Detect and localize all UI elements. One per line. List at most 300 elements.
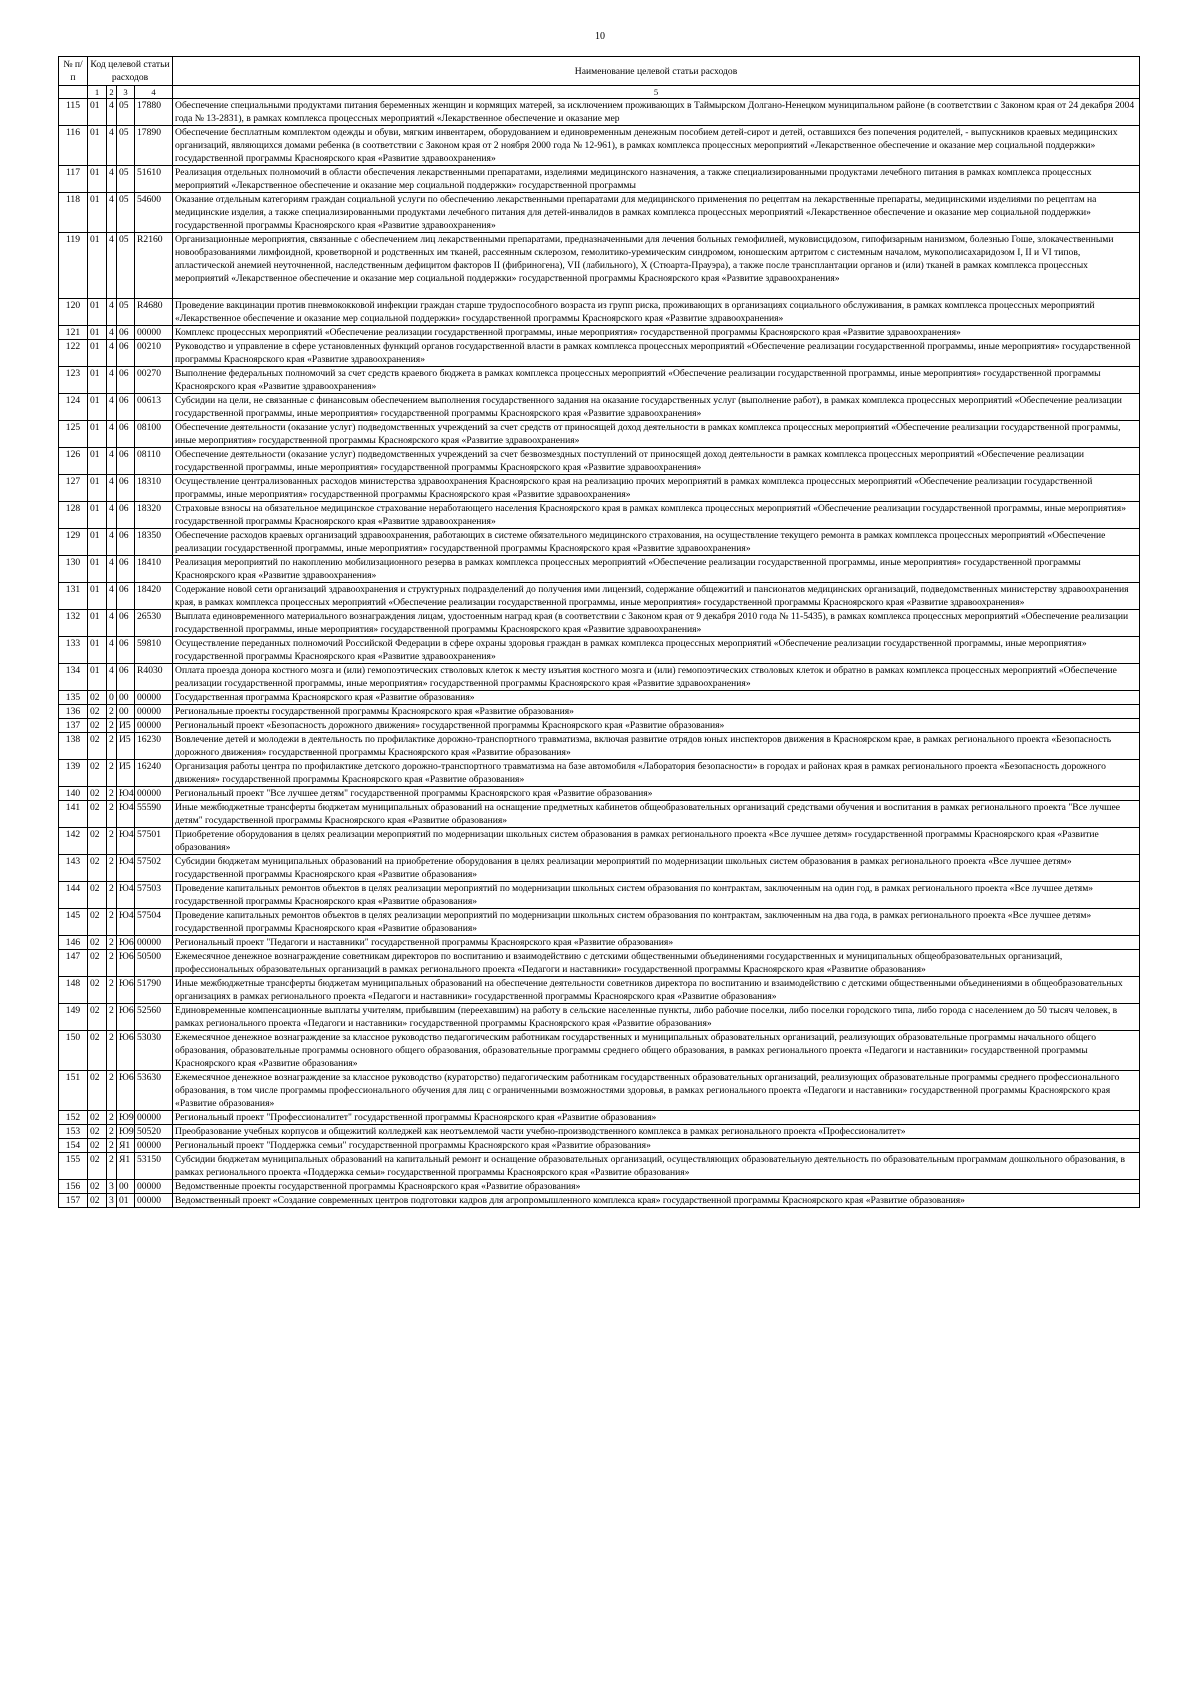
row-name: Единовременные компенсационные выплаты учителям, прибывшим (переехавшим) на работу в сельские населенные пункты, либо рабочие поселки, либо поселки городского типа, либо города с населением до 50 тысяч человек, в рамках регионального проекта «Педагоги и наставники» государственной программы Красноярского края «Развитие образования»	[173, 1004, 1140, 1031]
table-row	[59, 1004, 1140, 1031]
code-subprogram: 2	[107, 1125, 117, 1139]
row-name: Иные межбюджетные трансферты бюджетам муниципальных образований на обеспечение деятельности советников директора по воспитанию и взаимодействию с детскими общественными объединениями в общеобразовательных организациях в рамках регионального проекта «Педагоги и наставники» государственной программы Красноярского края «Развитие образования»	[173, 977, 1140, 1004]
code-direction: 00210	[135, 340, 173, 367]
code-subprogram: 2	[107, 719, 117, 733]
code-direction: 00000	[135, 1139, 173, 1153]
code-subprogram: 4	[107, 126, 117, 166]
code-program: 02	[88, 828, 107, 855]
row-number: 131	[59, 583, 88, 610]
code-direction: 08110	[135, 448, 173, 475]
header-num: № п/п	[59, 57, 88, 86]
code-direction: R4680	[135, 299, 173, 326]
code-event: 05	[117, 233, 135, 299]
row-number: 119	[59, 233, 88, 299]
code-program: 01	[88, 610, 107, 637]
row-name: Преобразование учебных корпусов и общежитий колледжей как неотъемлемой части учебно-производственного комплекса в рамках регионального проекта «Профессионалитет»	[173, 1125, 1140, 1139]
table-row	[59, 1180, 1140, 1194]
code-direction: 00000	[135, 326, 173, 340]
row-name: Ежемесячное денежное вознаграждение за классное руководство педагогическим работникам государственных и муниципальных образовательных организаций, реализующих образовательные программы начального общего образования, образовательные программы основного общего образования, образовательные программы среднего общего образования, в рамках регионального проекта «Педагоги и наставники» государственной программы Красноярского края «Развитие образования»	[173, 1031, 1140, 1071]
code-subprogram: 4	[107, 394, 117, 421]
code-program: 02	[88, 733, 107, 760]
table-row	[59, 502, 1140, 529]
code-program: 01	[88, 637, 107, 664]
table-row	[59, 936, 1140, 950]
row-number: 155	[59, 1153, 88, 1180]
code-subprogram: 2	[107, 733, 117, 760]
code-direction: 51610	[135, 166, 173, 193]
code-program: 01	[88, 529, 107, 556]
header-name: Наименование целевой статьи расходов	[173, 57, 1140, 86]
row-name: Ведомственный проект «Создание современных центров подготовки кадров для агропромышленного комплекса края» государственной программы Красноярского края «Развитие образования»	[173, 1194, 1140, 1208]
code-subprogram: 4	[107, 326, 117, 340]
code-event: Ю6	[117, 1004, 135, 1031]
code-program: 01	[88, 326, 107, 340]
code-direction: 00270	[135, 367, 173, 394]
table-row	[59, 664, 1140, 691]
row-number: 141	[59, 801, 88, 828]
table-row	[59, 367, 1140, 394]
row-number: 127	[59, 475, 88, 502]
row-number: 137	[59, 719, 88, 733]
code-subprogram: 2	[107, 950, 117, 977]
row-number: 150	[59, 1031, 88, 1071]
code-subprogram: 4	[107, 529, 117, 556]
code-subprogram: 4	[107, 421, 117, 448]
code-program: 01	[88, 233, 107, 299]
table-row	[59, 801, 1140, 828]
table-row	[59, 691, 1140, 705]
code-event: 06	[117, 421, 135, 448]
code-direction: 55590	[135, 801, 173, 828]
code-subprogram: 3	[107, 1194, 117, 1208]
code-event: 05	[117, 299, 135, 326]
row-number: 139	[59, 760, 88, 787]
code-subprogram: 4	[107, 193, 117, 233]
table-row	[59, 705, 1140, 719]
row-number: 151	[59, 1071, 88, 1111]
row-number: 144	[59, 882, 88, 909]
row-number: 149	[59, 1004, 88, 1031]
code-program: 02	[88, 1139, 107, 1153]
code-event: Ю4	[117, 801, 135, 828]
table-row	[59, 909, 1140, 936]
code-event: 05	[117, 193, 135, 233]
row-name: Страховые взносы на обязательное медицинское страхование неработающего населения Красноярского края в рамках комплекса процессных мероприятий «Обеспечение реализации государственной программы, иные мероприятия» государственной программы Красноярского края «Развитие здравоохранения»	[173, 502, 1140, 529]
row-name: Обеспечение расходов краевых организаций здравоохранения, работающих в системе обязательного медицинского страхования, на осуществление текущего ремонта в рамках комплекса процессных мероприятий «Обеспечение реализации государственной программы, иные мероприятия» государственной программы Красноярского края «Развитие здравоохранения»	[173, 529, 1140, 556]
row-number: 129	[59, 529, 88, 556]
code-subprogram: 2	[107, 1111, 117, 1125]
code-subprogram: 4	[107, 299, 117, 326]
table-row	[59, 855, 1140, 882]
table-row	[59, 583, 1140, 610]
table-row	[59, 1139, 1140, 1153]
code-program: 02	[88, 691, 107, 705]
code-subprogram: 4	[107, 475, 117, 502]
table-row	[59, 475, 1140, 502]
code-subprogram: 4	[107, 367, 117, 394]
row-name: Региональный проект "Поддержка семьи" государственной программы Красноярского края «Развитие образования»	[173, 1139, 1140, 1153]
code-program: 01	[88, 166, 107, 193]
code-program: 02	[88, 1180, 107, 1194]
code-subprogram: 2	[107, 1004, 117, 1031]
table-row	[59, 1153, 1140, 1180]
code-event: Ю4	[117, 855, 135, 882]
code-program: 01	[88, 299, 107, 326]
code-program: 01	[88, 475, 107, 502]
row-number: 142	[59, 828, 88, 855]
row-name: Организационные мероприятия, связанные с обеспечением лиц лекарственными препаратами, предназначенными для лечения больных гемофилией, муковисцидозом, гипофизарным нанизмом, болезнью Гоше, злокачественными новообразованиями лимфоидной, кроветворной и родственных им тканей, рассеянным склерозом, гемолитико-уремическим синдромом, юношеским артритом с системным началом, мукополисахаридозом I, II и VI типов, апластической анемией неуточненной, наследственным дефицитом факторов II (фибриногена), VII (лабильного), X (Стюарта-Прауэра), а также после трансплантации органов и (или) тканей в рамках комплекса процессных мероприятий «Лекарственное обеспечение и оказание мер социальной поддержки» государственной программы Красноярского края «Развитие здравоохранения»	[173, 233, 1140, 299]
code-event: Я1	[117, 1139, 135, 1153]
code-event: 06	[117, 502, 135, 529]
code-event: 06	[117, 394, 135, 421]
row-number: 147	[59, 950, 88, 977]
row-name: Проведение капитальных ремонтов объектов в целях реализации мероприятий по модернизации школьных систем образования по контрактам, заключенным на два года, в рамках регионального проекта «Все лучшее детям» государственной программы Красноярского края «Развитие образования»	[173, 909, 1140, 936]
row-number: 140	[59, 787, 88, 801]
row-name: Содержание новой сети организаций здравоохранения и структурных подразделений до получения ими лицензий, содержание общежитий и пансионатов медицинских организаций, подведомственных министерству здравоохранения края, в рамках комплекса процессных мероприятий «Обеспечение реализации государственной программы, иные мероприятия» государственной программы Красноярского края «Развитие здравоохранения»	[173, 583, 1140, 610]
table-row	[59, 637, 1140, 664]
table-row	[59, 950, 1140, 977]
header-colnum-1: 1	[88, 86, 107, 99]
row-number: 130	[59, 556, 88, 583]
row-number: 157	[59, 1194, 88, 1208]
code-direction: 17880	[135, 99, 173, 126]
code-event: 06	[117, 475, 135, 502]
code-event: 06	[117, 529, 135, 556]
header-colnum-5: 5	[173, 86, 1140, 99]
table-row	[59, 556, 1140, 583]
table-row	[59, 529, 1140, 556]
code-program: 02	[88, 936, 107, 950]
code-event: 06	[117, 326, 135, 340]
code-event: Ю4	[117, 882, 135, 909]
row-number: 143	[59, 855, 88, 882]
row-name: Организация работы центра по профилактике детского дорожно-транспортного травматизма на базе автомобиля «Лаборатория безопасности» в городах и районах края в рамках регионального проекта «Безопасность дорожного движения» государственной программы Красноярского края «Развитие образования»	[173, 760, 1140, 787]
row-number: 115	[59, 99, 88, 126]
code-program: 01	[88, 193, 107, 233]
row-number: 148	[59, 977, 88, 1004]
code-program: 02	[88, 950, 107, 977]
code-program: 02	[88, 1153, 107, 1180]
code-event: 06	[117, 610, 135, 637]
row-name: Проведение вакцинации против пневмококковой инфекции граждан старше трудоспособного возраста из групп риска, проживающих в организациях социального обслуживания, в рамках комплекса процессных мероприятий «Лекарственное обеспечение и оказание мер социальной поддержки» государственной программы Красноярского края «Развитие здравоохранения»	[173, 299, 1140, 326]
table-row	[59, 760, 1140, 787]
table-row	[59, 828, 1140, 855]
header-code: Код целевой статьи расходов	[88, 57, 173, 86]
code-event: 06	[117, 448, 135, 475]
code-subprogram: 2	[107, 882, 117, 909]
code-subprogram: 2	[107, 760, 117, 787]
code-event: 00	[117, 1180, 135, 1194]
code-direction: 53630	[135, 1071, 173, 1111]
code-program: 01	[88, 556, 107, 583]
code-direction: 59810	[135, 637, 173, 664]
code-program: 01	[88, 448, 107, 475]
row-number: 124	[59, 394, 88, 421]
row-name: Реализация отдельных полномочий в области обеспечения лекарственными препаратами, изделиями медицинского назначения, а также специализированными продуктами лечебного питания в рамках комплекса процессных мероприятий «Лекарственное обеспечение и оказание мер социальной поддержки» государственной программы	[173, 166, 1140, 193]
row-name: Региональный проект "Все лучшее детям" государственной программы Красноярского края «Развитие образования»	[173, 787, 1140, 801]
code-subprogram: 4	[107, 583, 117, 610]
row-name: Обеспечение специальными продуктами питания беременных женщин и кормящих матерей, за исключением проживающих в Таймырском Долгано-Ненецком муниципальном районе (в соответствии с Законом края от 24 декабря 2004 года № 13-2831), в рамках комплекса процессных мероприятий «Лекарственное обеспечение и оказание мер	[173, 99, 1140, 126]
row-name: Выполнение федеральных полномочий за счет средств краевого бюджета в рамках комплекса процессных мероприятий «Обеспечение реализации государственной программы, иные мероприятия» государственной программы Красноярского края «Развитие здравоохранения»	[173, 367, 1140, 394]
code-event: 05	[117, 99, 135, 126]
row-name: Проведение капитальных ремонтов объектов в целях реализации мероприятий по модернизации школьных систем образования по контрактам, заключенным на один год, в рамках регионального проекта «Все лучшее детям» государственной программы Красноярского края «Развитие образования»	[173, 882, 1140, 909]
row-name: Обеспечение бесплатным комплектом одежды и обуви, мягким инвентарем, оборудованием и единовременным денежным пособием детей-сирот и детей, оставшихся без попечения родителей, - выпускников краевых медицинских организаций, являющихся домами ребенка (в соответствии с Законом края от 2 ноября 2000 года № 12-961), в рамках комплекса процессных мероприятий «Лекарственное обеспечение и оказание мер социальной поддержки» государственной программы Красноярского края «Развитие здравоохранения»	[173, 126, 1140, 166]
row-name: Руководство и управление в сфере установленных функций органов государственной власти в рамках комплекса процессных мероприятий «Обеспечение реализации государственной программы, иные мероприятия» государственной программы Красноярского края «Развитие здравоохранения»	[173, 340, 1140, 367]
code-subprogram: 4	[107, 610, 117, 637]
table-row	[59, 448, 1140, 475]
row-name: Региональный проект "Профессионалитет" государственной программы Красноярского края «Развитие образования»	[173, 1111, 1140, 1125]
row-name: Иные межбюджетные трансферты бюджетам муниципальных образований на оснащение предметных кабинетов общеобразовательных организаций средствами обучения и воспитания в рамках регионального проекта "Все лучшее детям" государственной программы Красноярского края «Развитие образования»	[173, 801, 1140, 828]
code-subprogram: 4	[107, 99, 117, 126]
row-name: Субсидии на цели, не связанные с финансовым обеспечением выполнения государственного задания на оказание государственных услуг (выполнение работ), в рамках комплекса процессных мероприятий «Обеспечение реализации государственной программы, иные мероприятия» государственной программы Красноярского края «Развитие здравоохранения»	[173, 394, 1140, 421]
row-number: 133	[59, 637, 88, 664]
row-number: 154	[59, 1139, 88, 1153]
code-program: 02	[88, 977, 107, 1004]
budget-table	[58, 56, 1140, 1208]
code-direction: 00000	[135, 1180, 173, 1194]
table-row	[59, 1194, 1140, 1208]
code-event: 00	[117, 705, 135, 719]
code-program: 02	[88, 1031, 107, 1071]
row-name: Региональные проекты государственной программы Красноярского края «Развитие образования»	[173, 705, 1140, 719]
table-row	[59, 733, 1140, 760]
code-subprogram: 2	[107, 977, 117, 1004]
code-direction: 00000	[135, 787, 173, 801]
row-name: Осуществление централизованных расходов министерства здравоохранения Красноярского края на реализацию прочих мероприятий в рамках комплекса процессных мероприятий «Обеспечение реализации государственной программы, иные мероприятия» государственной программы Красноярского края «Развитие здравоохранения»	[173, 475, 1140, 502]
code-subprogram: 4	[107, 556, 117, 583]
code-event: 05	[117, 166, 135, 193]
code-event: Ю4	[117, 909, 135, 936]
header-colnum-blank	[59, 86, 88, 99]
row-number: 132	[59, 610, 88, 637]
table-row	[59, 326, 1140, 340]
code-program: 02	[88, 719, 107, 733]
code-direction: 50500	[135, 950, 173, 977]
header-colnum-3: 3	[117, 86, 135, 99]
code-direction: 00000	[135, 1194, 173, 1208]
code-event: 00	[117, 691, 135, 705]
code-direction: R2160	[135, 233, 173, 299]
table-row	[59, 166, 1140, 193]
code-event: И5	[117, 719, 135, 733]
code-event: 01	[117, 1194, 135, 1208]
code-program: 01	[88, 664, 107, 691]
code-program: 02	[88, 760, 107, 787]
code-direction: 54600	[135, 193, 173, 233]
code-program: 01	[88, 99, 107, 126]
row-name: Ежемесячное денежное вознаграждение за классное руководство (кураторство) педагогическим работникам государственных образовательных организаций, реализующих образовательные программы среднего профессионального образования, в том числе программы профессионального обучения для лиц с ограниченными возможностями здоровья, в рамках регионального проекта «Педагоги и наставники» государственной программы Красноярского края «Развитие образования»	[173, 1071, 1140, 1111]
code-program: 02	[88, 1125, 107, 1139]
code-event: Ю6	[117, 977, 135, 1004]
table-row	[59, 1111, 1140, 1125]
code-event: 06	[117, 367, 135, 394]
table-row	[59, 610, 1140, 637]
code-subprogram: 0	[107, 691, 117, 705]
code-direction: R4030	[135, 664, 173, 691]
code-event: 06	[117, 664, 135, 691]
code-direction: 16240	[135, 760, 173, 787]
page-number: 10	[595, 31, 605, 42]
code-direction: 08100	[135, 421, 173, 448]
row-name: Оплата проезда донора костного мозга и (или) гемопоэтических стволовых клеток к месту изъятия костного мозга и (или) гемопоэтических стволовых клеток и обратно в рамках комплекса процессных мероприятий «Обеспечение реализации государственной программы, иные мероприятия» государственной программы Красноярского края «Развитие здравоохранения»	[173, 664, 1140, 691]
code-event: Ю6	[117, 936, 135, 950]
code-program: 02	[88, 1111, 107, 1125]
code-event: Ю6	[117, 1071, 135, 1111]
code-program: 02	[88, 855, 107, 882]
code-program: 01	[88, 502, 107, 529]
code-subprogram: 4	[107, 502, 117, 529]
row-name: Ежемесячное денежное вознаграждение советникам директоров по воспитанию и взаимодействию с детскими общественными объединениями государственных и муниципальных общеобразовательных организаций, профессиональных образовательных организаций в рамках регионального проекта «Педагоги и наставники» государственной программы Красноярского края «Развитие образования»	[173, 950, 1140, 977]
row-number: 120	[59, 299, 88, 326]
code-subprogram: 2	[107, 801, 117, 828]
row-name: Приобретение оборудования в целях реализации мероприятий по модернизации школьных систем образования в рамках регионального проекта «Все лучшее детям» государственной программы Красноярского края «Развитие образования»	[173, 828, 1140, 855]
code-event: 06	[117, 340, 135, 367]
code-program: 01	[88, 583, 107, 610]
table-row	[59, 340, 1140, 367]
code-program: 02	[88, 909, 107, 936]
code-program: 02	[88, 1194, 107, 1208]
code-event: 06	[117, 556, 135, 583]
code-program: 01	[88, 340, 107, 367]
code-direction: 00000	[135, 691, 173, 705]
code-program: 02	[88, 705, 107, 719]
table-body	[59, 99, 1140, 1208]
code-direction: 53030	[135, 1031, 173, 1071]
code-direction: 18350	[135, 529, 173, 556]
code-subprogram: 2	[107, 909, 117, 936]
code-subprogram: 2	[107, 705, 117, 719]
code-event: 06	[117, 583, 135, 610]
code-event: И5	[117, 733, 135, 760]
code-subprogram: 2	[107, 1031, 117, 1071]
code-program: 01	[88, 126, 107, 166]
code-subprogram: 2	[107, 1071, 117, 1111]
code-subprogram: 4	[107, 340, 117, 367]
row-number: 145	[59, 909, 88, 936]
code-event: Ю9	[117, 1125, 135, 1139]
code-program: 02	[88, 882, 107, 909]
code-event: Я1	[117, 1153, 135, 1180]
table-row	[59, 421, 1140, 448]
code-event: И5	[117, 760, 135, 787]
row-number: 135	[59, 691, 88, 705]
code-subprogram: 2	[107, 1139, 117, 1153]
code-event: Ю6	[117, 1031, 135, 1071]
row-name: Региональный проект «Безопасность дорожного движения» государственной программы Красноярского края «Развитие образования»	[173, 719, 1140, 733]
row-number: 117	[59, 166, 88, 193]
code-direction: 00000	[135, 936, 173, 950]
code-direction: 51790	[135, 977, 173, 1004]
header-colnum-4: 4	[135, 86, 173, 99]
code-program: 01	[88, 367, 107, 394]
code-direction: 57504	[135, 909, 173, 936]
code-direction: 00000	[135, 1111, 173, 1125]
code-program: 02	[88, 1004, 107, 1031]
code-program: 02	[88, 801, 107, 828]
table-row	[59, 299, 1140, 326]
row-name: Обеспечение деятельности (оказание услуг) подведомственных учреждений за счет средств от приносящей доход деятельности в рамках комплекса процессных мероприятий «Обеспечение реализации государственной программы, иные мероприятия» государственной программы Красноярского края «Развитие здравоохранения»	[173, 421, 1140, 448]
code-subprogram: 4	[107, 664, 117, 691]
code-subprogram: 2	[107, 936, 117, 950]
table-row	[59, 233, 1140, 299]
code-direction: 57501	[135, 828, 173, 855]
code-direction: 18320	[135, 502, 173, 529]
row-number: 116	[59, 126, 88, 166]
code-program: 01	[88, 421, 107, 448]
code-direction: 53150	[135, 1153, 173, 1180]
row-number: 153	[59, 1125, 88, 1139]
code-subprogram: 3	[107, 1180, 117, 1194]
code-direction: 18410	[135, 556, 173, 583]
header-colnum-2: 2	[107, 86, 117, 99]
row-number: 125	[59, 421, 88, 448]
code-direction: 00613	[135, 394, 173, 421]
code-subprogram: 2	[107, 855, 117, 882]
code-subprogram: 2	[107, 787, 117, 801]
table-row	[59, 1071, 1140, 1111]
code-event: 06	[117, 637, 135, 664]
row-number: 126	[59, 448, 88, 475]
code-event: Ю6	[117, 950, 135, 977]
code-subprogram: 4	[107, 448, 117, 475]
row-number: 134	[59, 664, 88, 691]
row-name: Субсидии бюджетам муниципальных образований на приобретение оборудования в целях реализации мероприятий по модернизации школьных систем образования в рамках регионального проекта «Все лучшее детям» государственной программы Красноярского края «Развитие образования»	[173, 855, 1140, 882]
code-subprogram: 4	[107, 166, 117, 193]
code-event: Ю9	[117, 1111, 135, 1125]
code-event: Ю4	[117, 828, 135, 855]
code-direction: 18310	[135, 475, 173, 502]
row-number: 121	[59, 326, 88, 340]
code-program: 02	[88, 1071, 107, 1111]
row-name: Региональный проект "Педагоги и наставники" государственной программы Красноярского края «Развитие образования»	[173, 936, 1140, 950]
table-row	[59, 882, 1140, 909]
code-program: 02	[88, 787, 107, 801]
code-direction: 00000	[135, 705, 173, 719]
row-number: 136	[59, 705, 88, 719]
code-direction: 17890	[135, 126, 173, 166]
row-name: Субсидии бюджетам муниципальных образований на капитальный ремонт и оснащение образовательных организаций, осуществляющих образовательную деятельность по образовательным программам дошкольного образования, в рамках регионального проекта «Поддержка семьи» государственной программы Красноярского края «Развитие образования»	[173, 1153, 1140, 1180]
code-direction: 26530	[135, 610, 173, 637]
table-row	[59, 1125, 1140, 1139]
row-number: 146	[59, 936, 88, 950]
row-number: 118	[59, 193, 88, 233]
row-name: Обеспечение деятельности (оказание услуг) подведомственных учреждений за счет безвозмездных поступлений от приносящей доход деятельности в рамках комплекса процессных мероприятий «Обеспечение реализации государственной программы, иные мероприятия» государственной программы Красноярского края «Развитие здравоохранения»	[173, 448, 1140, 475]
code-direction: 57503	[135, 882, 173, 909]
row-name: Осуществление переданных полномочий Российской Федерации в сфере охраны здоровья граждан в рамках комплекса процессных мероприятий «Обеспечение реализации государственной программы, иные мероприятия» государственной программы Красноярского края «Развитие здравоохранения»	[173, 637, 1140, 664]
row-number: 128	[59, 502, 88, 529]
row-name: Оказание отдельным категориям граждан социальной услуги по обеспечению лекарственными препаратами для медицинского применения по рецептам на лекарственные препараты, медицинскими изделиями по рецептам на медицинские изделия, а также специализированными продуктами лечебного питания для детей-инвалидов в рамках комплекса процессных мероприятий «Лекарственное обеспечение и оказание мер социальной поддержки» государственной программы Красноярского края «Развитие здравоохранения»	[173, 193, 1140, 233]
row-number: 152	[59, 1111, 88, 1125]
code-direction: 16230	[135, 733, 173, 760]
table-row	[59, 193, 1140, 233]
row-name: Выплата единовременного материального вознаграждения лицам, удостоенным наград края (в соответствии с Законом края от 9 декабря 2010 года № 11-5435), в рамках комплекса процессных мероприятий «Обеспечение реализации государственной программы, иные мероприятия» государственной программы Красноярского края «Развитие здравоохранения»	[173, 610, 1140, 637]
code-event: Ю4	[117, 787, 135, 801]
row-name: Ведомственные проекты государственной программы Красноярского края «Развитие образования»	[173, 1180, 1140, 1194]
code-subprogram: 2	[107, 1153, 117, 1180]
code-direction: 52560	[135, 1004, 173, 1031]
code-event: 05	[117, 126, 135, 166]
table-row	[59, 394, 1140, 421]
table-row	[59, 719, 1140, 733]
row-number: 123	[59, 367, 88, 394]
row-name: Государственная программа Красноярского края «Развитие образования»	[173, 691, 1140, 705]
code-subprogram: 4	[107, 233, 117, 299]
table-row	[59, 126, 1140, 166]
row-name: Комплекс процессных мероприятий «Обеспечение реализации государственной программы, иные мероприятия» государственной программы Красноярского края «Развитие здравоохранения»	[173, 326, 1140, 340]
row-name: Вовлечение детей и молодежи в деятельность по профилактике дорожно-транспортного травматизма, включая развитие отрядов юных инспекторов движения в Красноярском крае, в рамках регионального проекта «Безопасность дорожного движения» государственной программы Красноярского края «Развитие образования»	[173, 733, 1140, 760]
row-number: 122	[59, 340, 88, 367]
table-row	[59, 787, 1140, 801]
